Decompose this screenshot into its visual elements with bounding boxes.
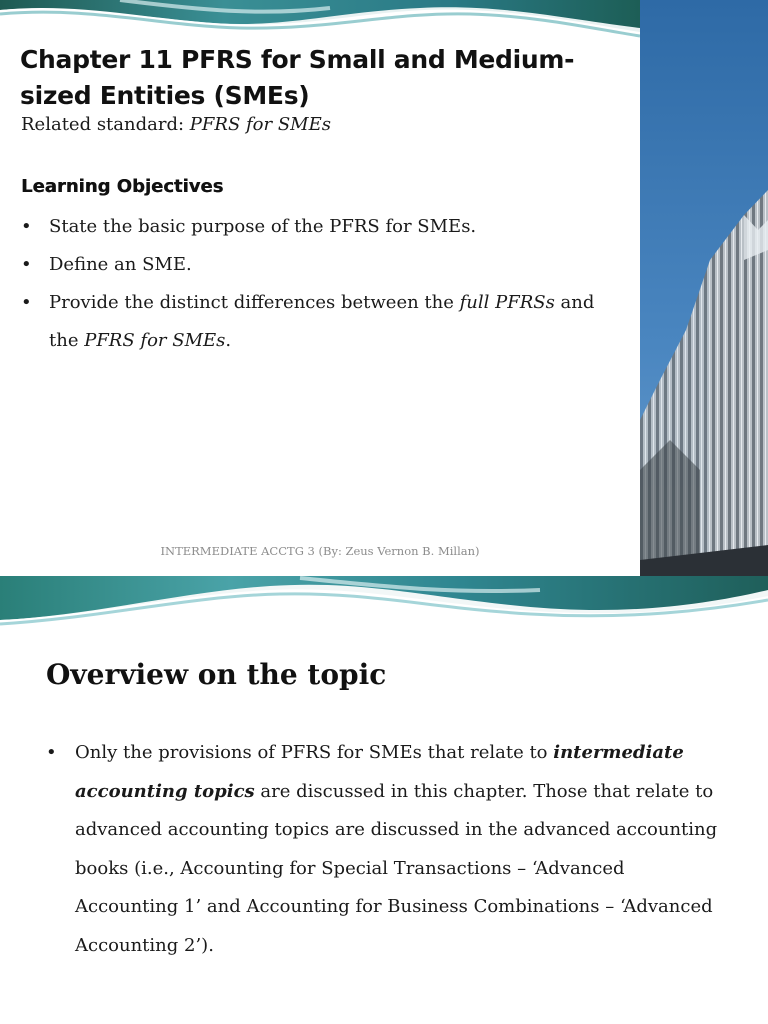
bullet-icon: • [21, 292, 32, 313]
related-standard-label: Related standard: [21, 114, 190, 135]
bullet-icon: • [21, 216, 32, 237]
list-item-emphasis: intermediate accounting topics [75, 742, 684, 802]
list-item [21, 284, 621, 360]
list-item-text: are discussed in this chapter. Those that relate to advanced accounting topics are discussed in the advanced accounting books (i.e., Accounting for Special Transactions – ‘Advanced Accounting 1’ and Accounting for Business Combinations – ‘Advanced Accounting 2’). [75, 780, 718, 956]
wave-banner-top [0, 576, 768, 634]
bullet-icon: • [21, 254, 32, 275]
slide-title: Overview on the topic [46, 658, 387, 691]
wave-banner-top [0, 0, 640, 42]
slide-title: Chapter 11 PFRS for Small and Medium-sized Entities (SMEs) [20, 45, 575, 110]
list-item-text: Define an SME. [49, 254, 192, 275]
list-item-text: and the [49, 292, 595, 351]
overview-list [46, 734, 726, 965]
list-item [21, 208, 621, 246]
list-item-text: . [225, 330, 232, 351]
list-item-italic: full PFRSs [459, 292, 555, 313]
related-standard [21, 114, 331, 135]
list-item [21, 246, 621, 284]
list-item-italic: PFRS for SMEs [84, 330, 226, 351]
list-item-text: Provide the distinct differences between the [49, 292, 460, 313]
learning-objectives-heading: Learning Objectives [21, 176, 224, 197]
learning-objectives-list [21, 208, 621, 360]
list-item [46, 734, 726, 965]
building-photo [640, 0, 768, 576]
slide-2 [0, 576, 768, 1024]
slide-footer: INTERMEDIATE ACCTG 3 (By: Zeus Vernon B. Millan) [160, 544, 480, 558]
list-item-text: State the basic purpose of the PFRS for SMEs. [49, 216, 477, 237]
bullet-icon: • [46, 742, 57, 763]
related-standard-value: PFRS for SMEs [189, 114, 331, 135]
list-item-text: Only the provisions of PFRS for SMEs that relate to [75, 742, 554, 763]
